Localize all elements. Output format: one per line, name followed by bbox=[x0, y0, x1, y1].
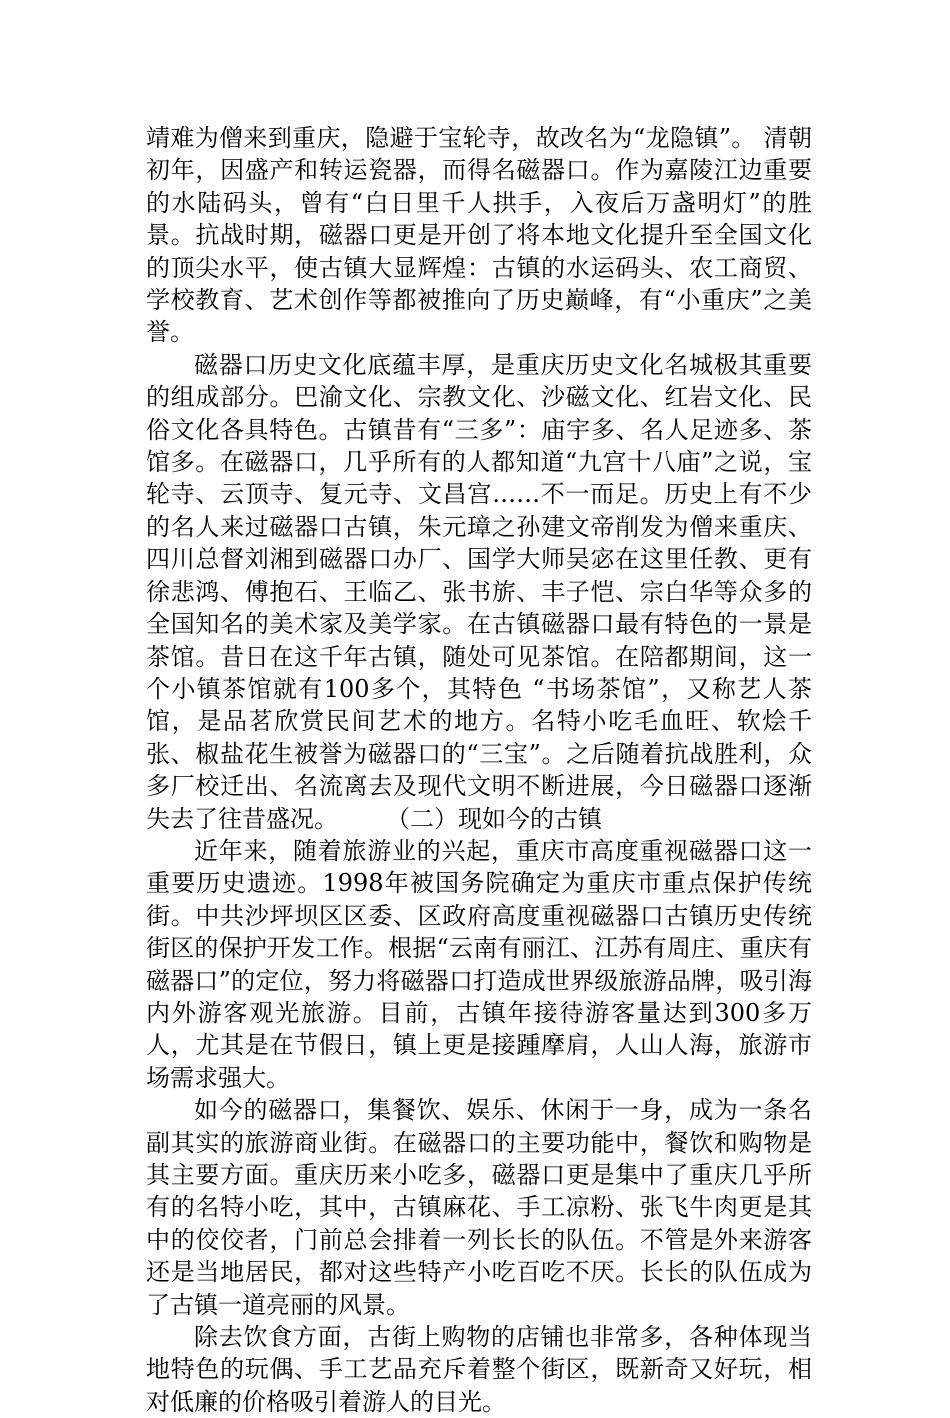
paragraph-food-street: 如今的磁器口，集餐饮、娱乐、休闲于一身，成为一条名副其实的旅游商业街。在磁器口的主要功能中，餐饮和购物是其主要方面。重庆历来小吃多，磁器口更是集中了重庆几乎所有的名特小吃，其中，古镇麻花、手工凉粉、张飞牛肉更是其中的佼佼者，门前总会排着一列长长的队伍。不管是外来游客还是当地居民，都对这些特产小吃百吃不厌。长长的队伍成为了古镇一道亮丽的风景。 bbox=[146, 1096, 812, 1319]
body-text bbox=[146, 122, 812, 1418]
paragraph-shopping: 除去饮食方面，古街上购物的店铺也非常多，各种体现当地特色的玩偶、手工艺品充斥着整个街区，既新奇又好玩，相对低廉的价格吸引着游人的目光。 bbox=[146, 1323, 812, 1416]
paragraph-tourism-development: 近年来，随着旅游业的兴起，重庆市高度重视磁器口这一重要历史遗迹。1998年被国务院确定为重庆市重点保护传统街。中共沙坪坝区区委、区政府高度重视磁器口古镇历史传统街区的保护开发工作。根据“云南有丽江、江苏有周庄、重庆有磁器口”的定位，努力将磁器口打造成世界级旅游品牌，吸引海内外游客观光旅游。目前，古镇年接待游客量达到300多万人，尤其是在节假日，镇上更是接踵摩肩，人山人海，旅游市场需求强大。 bbox=[146, 836, 812, 1092]
paragraph-continuation: 靖难为僧来到重庆，隐避于宝轮寺，故改名为“龙隐镇”。 清朝初年，因盛产和转运瓷器，而得名磁器口。作为嘉陵江边重要的水陆码头，曾有“白日里千人拱手，入夜后万盏明灯”的胜景。抗战时期，磁器口更是开创了将本地文化提升至全国文化的顶尖水平，使古镇大显辉煌：古镇的水运码头、农工商贸、学校教育、艺术创作等都被推向了历史巅峰，有“小重庆”之美誉。 bbox=[146, 124, 812, 347]
paragraph-history-culture: 磁器口历史文化底蕴丰厚，是重庆历史文化名城极其重要的组成部分。巴渝文化、宗教文化、沙磁文化、红岩文化、民俗文化各具特色。古镇昔有“三多”：庙宇多、名人足迹多、茶馆多。在磁器口，几乎所有的人都知道“九宫十八庙”之说，宝轮寺、云顶寺、复元寺、文昌宫……不一而足。历史上有不少的名人来过磁器口古镇，朱元璋之孙建文帝削发为僧来重庆、四川总督刘湘到磁器口办厂、国学大师吴宓在这里任教、更有徐悲鸿、傅抱石、王临乙、张书旂、丰子恺、宗白华等众多的全国知名的美术家及美学家。在古镇磁器口最有特色的一景是茶馆。昔日在这千年古镇，随处可见茶馆。在陪都期间，这一个小镇茶馆就有100多个，其特色 “书场茶馆”，又称艺人茶馆，是品茗欣赏民间艺术的地方。名特小吃毛血旺、软烩千张、椒盐花生被誉为磁器口的“三宝”。之后随着抗战胜利，众多厂校迁出、名流离去及现代文明不断进展，今日磁器口逐渐失去了往昔盛况。 （二）现如今的古镇 bbox=[146, 350, 812, 833]
